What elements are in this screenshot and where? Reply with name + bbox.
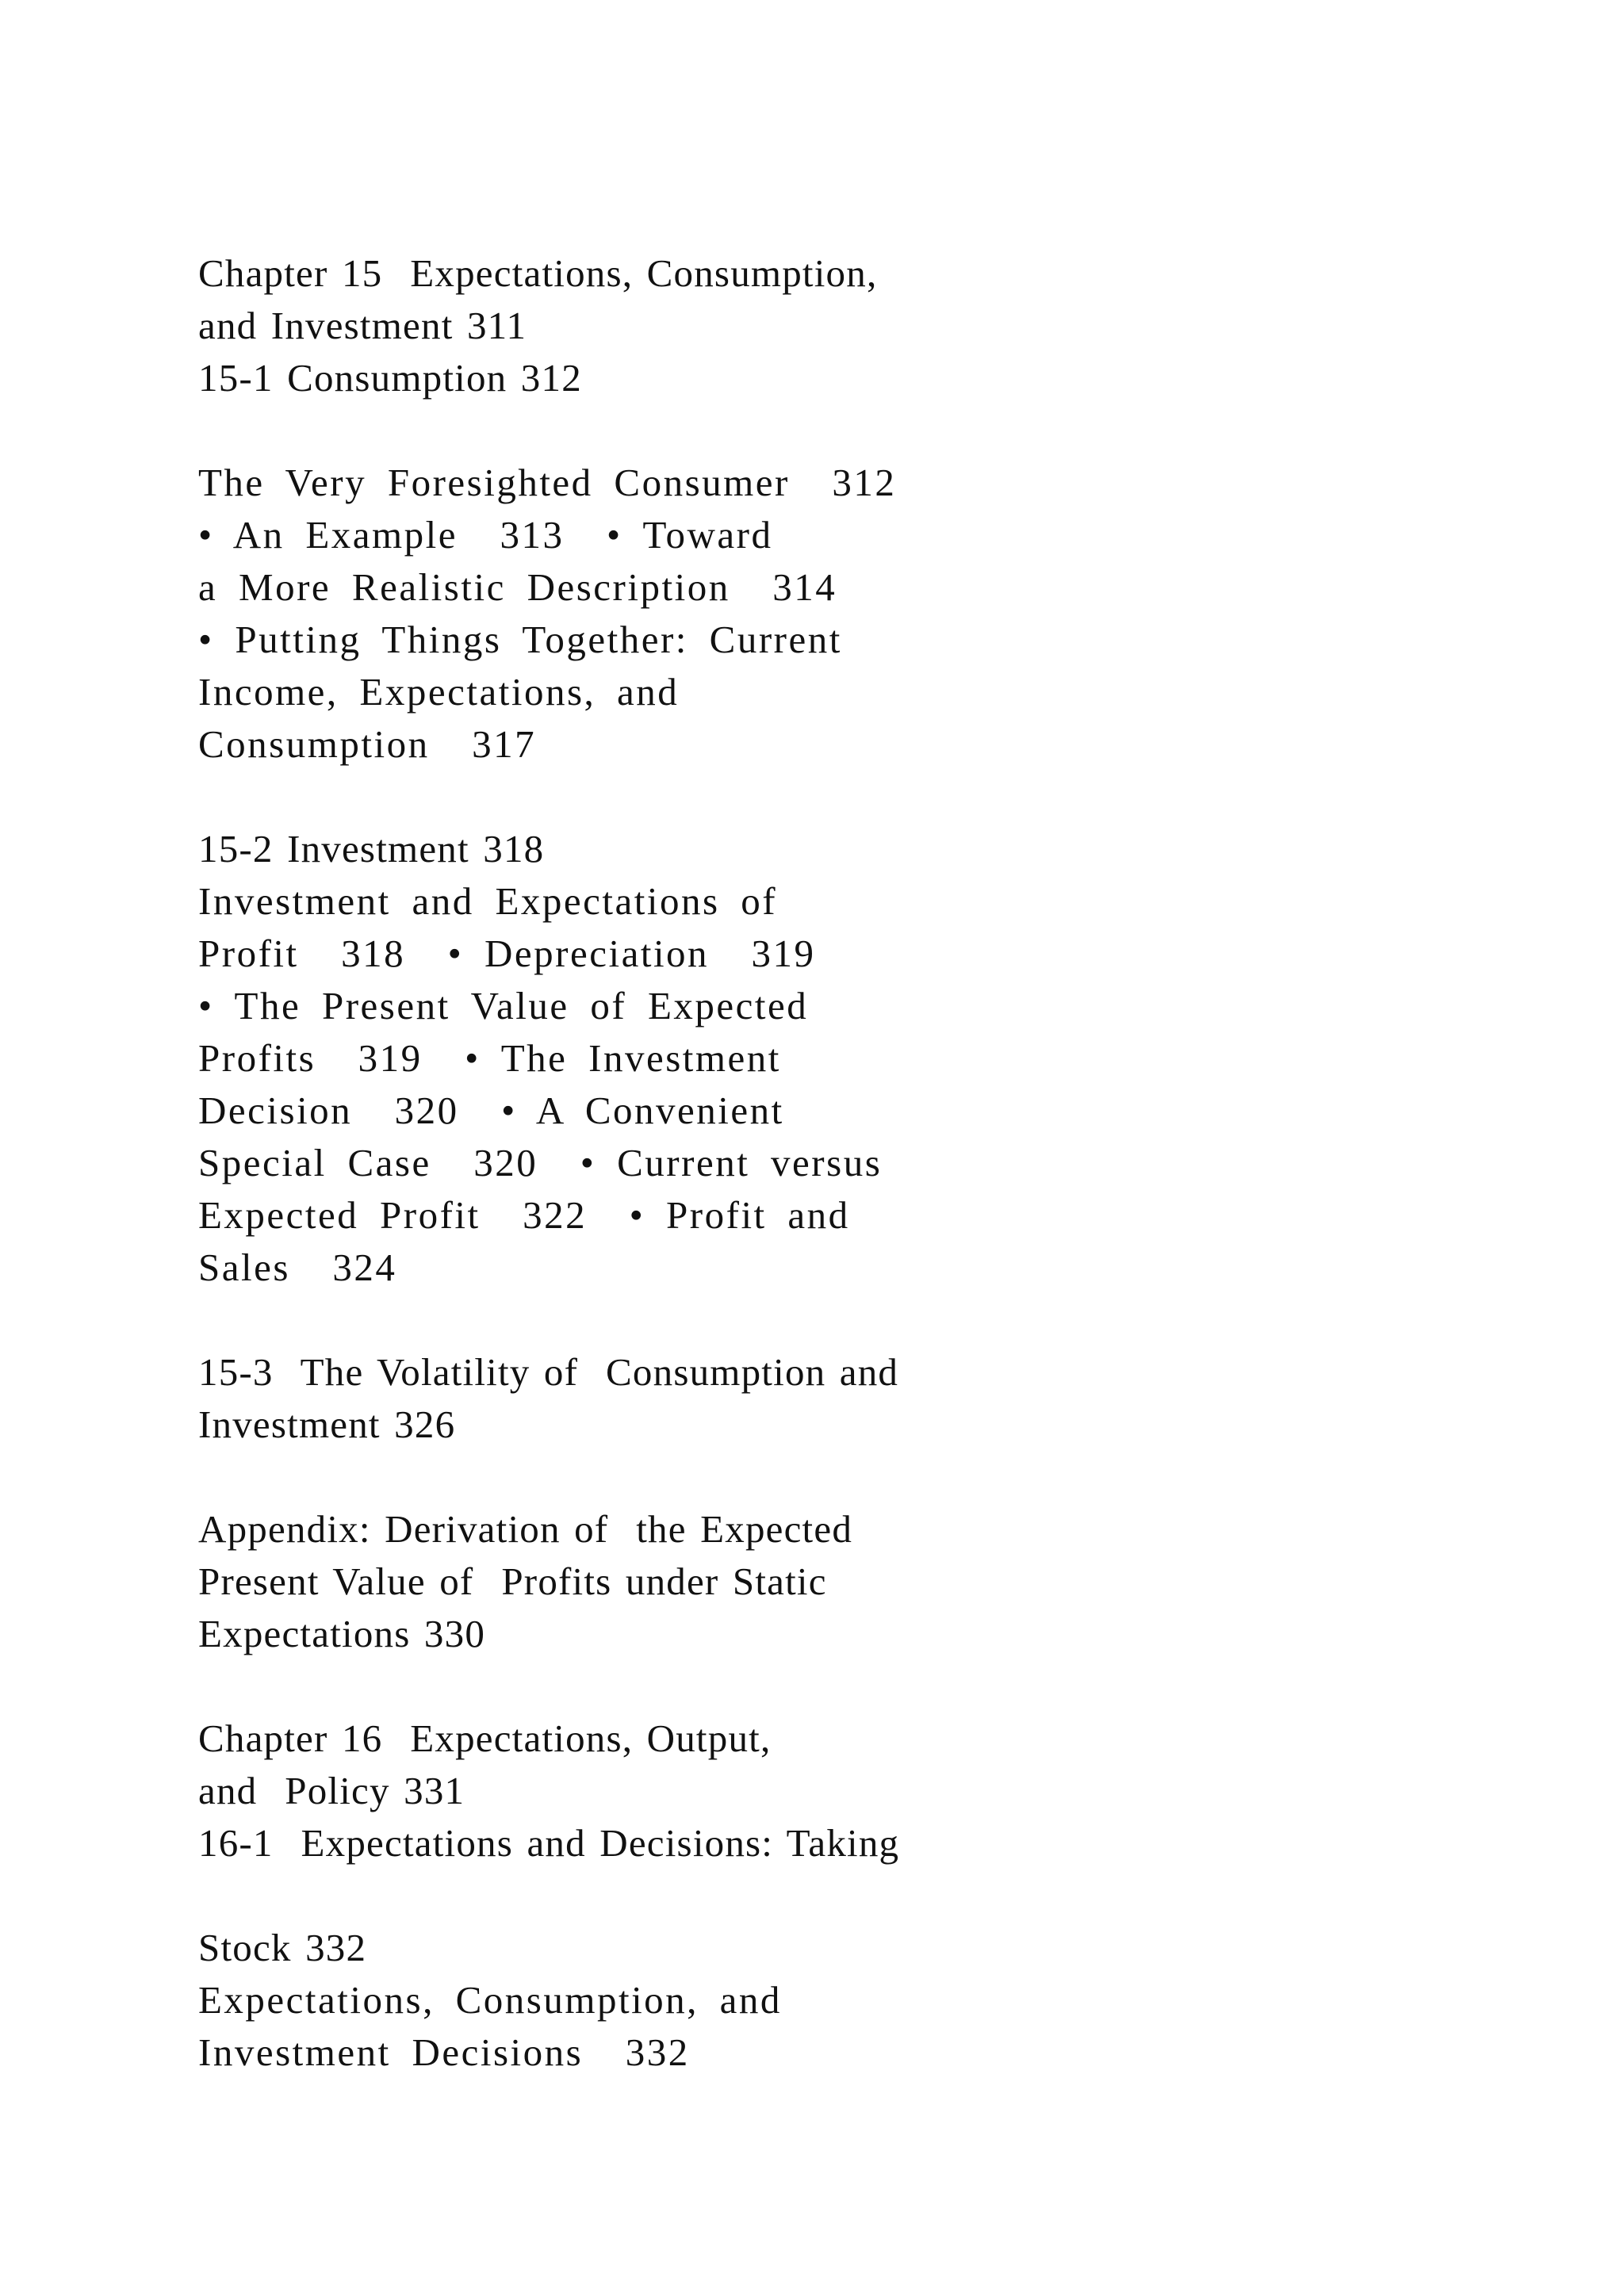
section-15-1-heading: 15-1 Consumption 312 — [198, 356, 582, 400]
section-15-3-heading-continued: Investment 326 — [198, 1402, 456, 1446]
chapter-16-heading-continued: and Policy 331 — [198, 1769, 465, 1812]
toc-text-line: • The Present Value of Expected — [198, 984, 809, 1027]
appendix-heading: Appendix: Derivation of the Expected — [198, 1507, 853, 1551]
section-16-1-heading: 16-1 Expectations and Decisions: Taking — [198, 1821, 900, 1865]
chapter-15-heading: Chapter 15 Expectations, Consumption, — [198, 251, 878, 295]
appendix-heading-continued: Expectations 330 — [198, 1612, 486, 1655]
section-16-1-heading-continued: Stock 332 — [198, 1926, 367, 1969]
blank-line — [198, 1869, 1507, 1922]
table-of-contents — [198, 247, 1507, 2079]
toc-text-line: Income, Expectations, and — [198, 670, 680, 714]
toc-text-line: Investment Decisions 332 — [198, 2030, 690, 2074]
toc-text-line: Profit 318 • Depreciation 319 — [198, 932, 816, 975]
toc-text-line: Investment and Expectations of — [198, 879, 778, 923]
toc-text-line: • An Example 313 • Toward — [198, 513, 773, 557]
blank-line — [198, 1294, 1507, 1346]
blank-line — [198, 1451, 1507, 1503]
toc-text-line: Special Case 320 • Current versus — [198, 1141, 883, 1184]
toc-text-line: • Putting Things Together: Current — [198, 618, 842, 661]
toc-text-line: Profits 319 • The Investment — [198, 1036, 781, 1080]
blank-line — [198, 1660, 1507, 1712]
blank-line — [198, 771, 1507, 823]
section-15-2-heading: 15-2 Investment 318 — [198, 827, 545, 871]
toc-text-line: Decision 320 • A Convenient — [198, 1089, 784, 1132]
chapter-16-heading: Chapter 16 Expectations, Output, — [198, 1716, 772, 1760]
chapter-15-heading-continued: and Investment 311 — [198, 304, 527, 347]
toc-text-line: Expectations, Consumption, and — [198, 1978, 782, 2022]
appendix-heading-continued: Present Value of Profits under Static — [198, 1559, 827, 1603]
toc-text-line: Sales 324 — [198, 1246, 397, 1289]
blank-line — [198, 404, 1507, 457]
section-15-3-heading: 15-3 The Volatility of Consumption and — [198, 1350, 899, 1394]
toc-text-line: Consumption 317 — [198, 722, 537, 766]
toc-text-line: a More Realistic Description 314 — [198, 565, 837, 609]
toc-text-line: The Very Foresighted Consumer 312 — [198, 461, 897, 504]
toc-text-line: Expected Profit 322 • Profit and — [198, 1193, 850, 1237]
